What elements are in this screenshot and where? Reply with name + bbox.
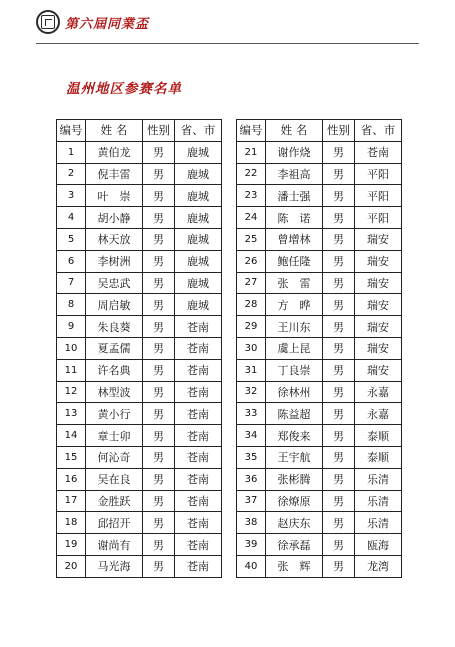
roster-table-left	[56, 119, 222, 578]
cell-name: 徐燎原	[266, 490, 323, 512]
cell-city: 鹿城	[175, 228, 222, 250]
table-row	[57, 468, 222, 490]
cell-gender: 男	[323, 228, 355, 250]
column-header-name: 姓 名	[86, 120, 143, 142]
cell-no: 6	[57, 250, 86, 272]
cell-city: 平阳	[355, 163, 402, 185]
cell-name: 周启敏	[86, 294, 143, 316]
cell-gender: 男	[323, 512, 355, 534]
cell-city: 鹿城	[175, 163, 222, 185]
cell-city: 瑞安	[355, 316, 402, 338]
cell-no: 18	[57, 512, 86, 534]
cell-gender: 男	[143, 316, 175, 338]
cell-no: 37	[237, 490, 266, 512]
cell-city: 苍南	[175, 403, 222, 425]
table-row	[57, 534, 222, 556]
cell-gender: 男	[323, 272, 355, 294]
cell-name: 虞上昆	[266, 337, 323, 359]
cell-city: 瑞安	[355, 337, 402, 359]
cell-gender: 男	[323, 141, 355, 163]
cell-gender: 男	[143, 359, 175, 381]
cell-no: 19	[57, 534, 86, 556]
cell-no: 4	[57, 207, 86, 229]
cell-city: 鹿城	[175, 185, 222, 207]
cell-no: 3	[57, 185, 86, 207]
cell-gender: 男	[143, 446, 175, 468]
column-header-city: 省、市	[175, 120, 222, 142]
cell-gender: 男	[323, 337, 355, 359]
cell-name: 黄小行	[86, 403, 143, 425]
cell-name: 张 辉	[266, 555, 323, 577]
cell-city: 苍南	[175, 359, 222, 381]
column-header-no: 编号	[237, 120, 266, 142]
cell-name: 王川东	[266, 316, 323, 338]
cell-no: 2	[57, 163, 86, 185]
cell-city: 苍南	[175, 468, 222, 490]
cell-no: 17	[57, 490, 86, 512]
cell-no: 35	[237, 446, 266, 468]
cell-no: 12	[57, 381, 86, 403]
cell-city: 鹿城	[175, 141, 222, 163]
cell-gender: 男	[143, 381, 175, 403]
brand-title: 第六屆同業盃	[65, 16, 150, 32]
cell-no: 29	[237, 316, 266, 338]
cell-name: 张彬腾	[266, 468, 323, 490]
cell-city: 永嘉	[355, 403, 402, 425]
cell-gender: 男	[323, 490, 355, 512]
cell-city: 瓯海	[355, 534, 402, 556]
table-row	[57, 272, 222, 294]
cell-gender: 男	[143, 207, 175, 229]
cell-city: 瑞安	[355, 272, 402, 294]
table-row	[237, 446, 402, 468]
page-header	[36, 10, 149, 34]
table-row	[237, 381, 402, 403]
cell-name: 胡小静	[86, 207, 143, 229]
cell-gender: 男	[323, 294, 355, 316]
cell-name: 夏孟儒	[86, 337, 143, 359]
cell-name: 叶 崇	[86, 185, 143, 207]
cell-no: 27	[237, 272, 266, 294]
cell-gender: 男	[323, 207, 355, 229]
cell-no: 28	[237, 294, 266, 316]
cell-gender: 男	[143, 228, 175, 250]
cell-city: 苍南	[175, 512, 222, 534]
cell-no: 16	[57, 468, 86, 490]
cell-city: 苍南	[175, 555, 222, 577]
column-header-city: 省、市	[355, 120, 402, 142]
table-row	[237, 272, 402, 294]
cell-city: 龙湾	[355, 555, 402, 577]
table-row	[57, 446, 222, 468]
cell-name: 金胜跃	[86, 490, 143, 512]
cell-city: 鹿城	[175, 250, 222, 272]
cell-name: 许名典	[86, 359, 143, 381]
cell-no: 8	[57, 294, 86, 316]
cell-name: 李树洲	[86, 250, 143, 272]
cell-name: 章士卯	[86, 425, 143, 447]
cell-city: 苍南	[355, 141, 402, 163]
cell-gender: 男	[323, 534, 355, 556]
cell-no: 13	[57, 403, 86, 425]
cell-gender: 男	[143, 185, 175, 207]
cell-name: 林天放	[86, 228, 143, 250]
cell-name: 方 晔	[266, 294, 323, 316]
cell-gender: 男	[323, 555, 355, 577]
table-row	[57, 228, 222, 250]
cell-no: 23	[237, 185, 266, 207]
cell-name: 倪丰雷	[86, 163, 143, 185]
cell-gender: 男	[143, 403, 175, 425]
header-divider	[36, 43, 419, 44]
table-row	[237, 185, 402, 207]
cell-name: 郑俊来	[266, 425, 323, 447]
table-row	[57, 250, 222, 272]
cell-city: 苍南	[175, 425, 222, 447]
cell-name: 李祖高	[266, 163, 323, 185]
table-row	[237, 316, 402, 338]
cell-no: 33	[237, 403, 266, 425]
cell-gender: 男	[143, 534, 175, 556]
table-row	[237, 250, 402, 272]
column-header-gender: 性别	[323, 120, 355, 142]
cell-name: 黄伯龙	[86, 141, 143, 163]
cell-gender: 男	[143, 294, 175, 316]
cell-city: 泰顺	[355, 425, 402, 447]
cell-city: 苍南	[175, 381, 222, 403]
cell-name: 张 雷	[266, 272, 323, 294]
table-row	[237, 512, 402, 534]
roster-table-right	[236, 119, 402, 578]
document-title: 温州地区参赛名单	[66, 81, 182, 97]
cell-gender: 男	[143, 163, 175, 185]
table-row	[237, 294, 402, 316]
cell-no: 25	[237, 228, 266, 250]
cell-name: 徐林州	[266, 381, 323, 403]
table-row	[57, 337, 222, 359]
cell-no: 39	[237, 534, 266, 556]
cell-city: 瑞安	[355, 250, 402, 272]
cell-no: 11	[57, 359, 86, 381]
cell-name: 陈 诺	[266, 207, 323, 229]
cell-city: 乐清	[355, 512, 402, 534]
cell-gender: 男	[323, 359, 355, 381]
cell-name: 王宇航	[266, 446, 323, 468]
cell-no: 34	[237, 425, 266, 447]
cell-gender: 男	[323, 403, 355, 425]
cell-name: 赵庆东	[266, 512, 323, 534]
table-row	[57, 555, 222, 577]
table-row	[237, 403, 402, 425]
table-row	[237, 468, 402, 490]
cell-city: 平阳	[355, 185, 402, 207]
cell-no: 36	[237, 468, 266, 490]
table-row	[57, 425, 222, 447]
table-row	[237, 555, 402, 577]
table-row	[237, 490, 402, 512]
cell-gender: 男	[323, 425, 355, 447]
cell-name: 吴忠武	[86, 272, 143, 294]
cell-no: 38	[237, 512, 266, 534]
table-row	[57, 359, 222, 381]
cell-gender: 男	[323, 316, 355, 338]
table-row	[57, 316, 222, 338]
table-row	[57, 163, 222, 185]
cell-gender: 男	[323, 250, 355, 272]
cell-no: 1	[57, 141, 86, 163]
cell-city: 苍南	[175, 534, 222, 556]
cell-city: 平阳	[355, 207, 402, 229]
cell-name: 潘士强	[266, 185, 323, 207]
cell-gender: 男	[143, 337, 175, 359]
column-header-name: 姓 名	[266, 120, 323, 142]
table-row	[237, 534, 402, 556]
table-row	[237, 359, 402, 381]
cell-name: 谢尚有	[86, 534, 143, 556]
cell-gender: 男	[323, 381, 355, 403]
table-row	[237, 163, 402, 185]
cell-no: 5	[57, 228, 86, 250]
cell-no: 22	[237, 163, 266, 185]
table-row	[57, 294, 222, 316]
table-row	[57, 185, 222, 207]
cell-no: 21	[237, 141, 266, 163]
cell-city: 乐清	[355, 490, 402, 512]
cell-city: 瑞安	[355, 359, 402, 381]
cell-name: 谢作烧	[266, 141, 323, 163]
cell-gender: 男	[323, 468, 355, 490]
cell-city: 苍南	[175, 490, 222, 512]
seal-logo-icon	[36, 10, 60, 34]
cell-city: 鹿城	[175, 294, 222, 316]
cell-city: 乐清	[355, 468, 402, 490]
cell-gender: 男	[143, 272, 175, 294]
cell-no: 14	[57, 425, 86, 447]
table-row	[237, 425, 402, 447]
cell-name: 吴在良	[86, 468, 143, 490]
cell-gender: 男	[143, 250, 175, 272]
table-row	[237, 141, 402, 163]
cell-no: 9	[57, 316, 86, 338]
cell-no: 31	[237, 359, 266, 381]
cell-name: 朱良葵	[86, 316, 143, 338]
table-row	[237, 207, 402, 229]
cell-gender: 男	[323, 446, 355, 468]
table-row	[237, 337, 402, 359]
cell-city: 鹿城	[175, 272, 222, 294]
cell-city: 苍南	[175, 337, 222, 359]
cell-no: 30	[237, 337, 266, 359]
cell-city: 永嘉	[355, 381, 402, 403]
cell-gender: 男	[143, 512, 175, 534]
cell-no: 15	[57, 446, 86, 468]
cell-gender: 男	[143, 468, 175, 490]
cell-name: 徐承磊	[266, 534, 323, 556]
cell-no: 24	[237, 207, 266, 229]
cell-name: 何沁奇	[86, 446, 143, 468]
cell-city: 苍南	[175, 446, 222, 468]
table-row	[57, 490, 222, 512]
cell-no: 7	[57, 272, 86, 294]
table-row	[237, 228, 402, 250]
cell-no: 26	[237, 250, 266, 272]
table-row	[57, 381, 222, 403]
cell-name: 马光海	[86, 555, 143, 577]
cell-city: 泰顺	[355, 446, 402, 468]
cell-gender: 男	[143, 490, 175, 512]
table-header-row	[57, 120, 222, 142]
table-header-row	[237, 120, 402, 142]
table-row	[57, 403, 222, 425]
cell-gender: 男	[143, 141, 175, 163]
column-header-gender: 性别	[143, 120, 175, 142]
cell-name: 林型波	[86, 381, 143, 403]
cell-name: 丁良崇	[266, 359, 323, 381]
table-row	[57, 141, 222, 163]
cell-no: 10	[57, 337, 86, 359]
cell-name: 曾增林	[266, 228, 323, 250]
cell-city: 瑞安	[355, 228, 402, 250]
cell-no: 20	[57, 555, 86, 577]
cell-gender: 男	[323, 185, 355, 207]
cell-name: 陈益超	[266, 403, 323, 425]
cell-name: 鲍任隆	[266, 250, 323, 272]
cell-name: 邱招开	[86, 512, 143, 534]
cell-city: 鹿城	[175, 207, 222, 229]
cell-gender: 男	[143, 425, 175, 447]
table-row	[57, 512, 222, 534]
cell-no: 32	[237, 381, 266, 403]
cell-gender: 男	[143, 555, 175, 577]
cell-city: 瑞安	[355, 294, 402, 316]
cell-gender: 男	[323, 163, 355, 185]
cell-no: 40	[237, 555, 266, 577]
cell-city: 苍南	[175, 316, 222, 338]
column-header-no: 编号	[57, 120, 86, 142]
table-row	[57, 207, 222, 229]
